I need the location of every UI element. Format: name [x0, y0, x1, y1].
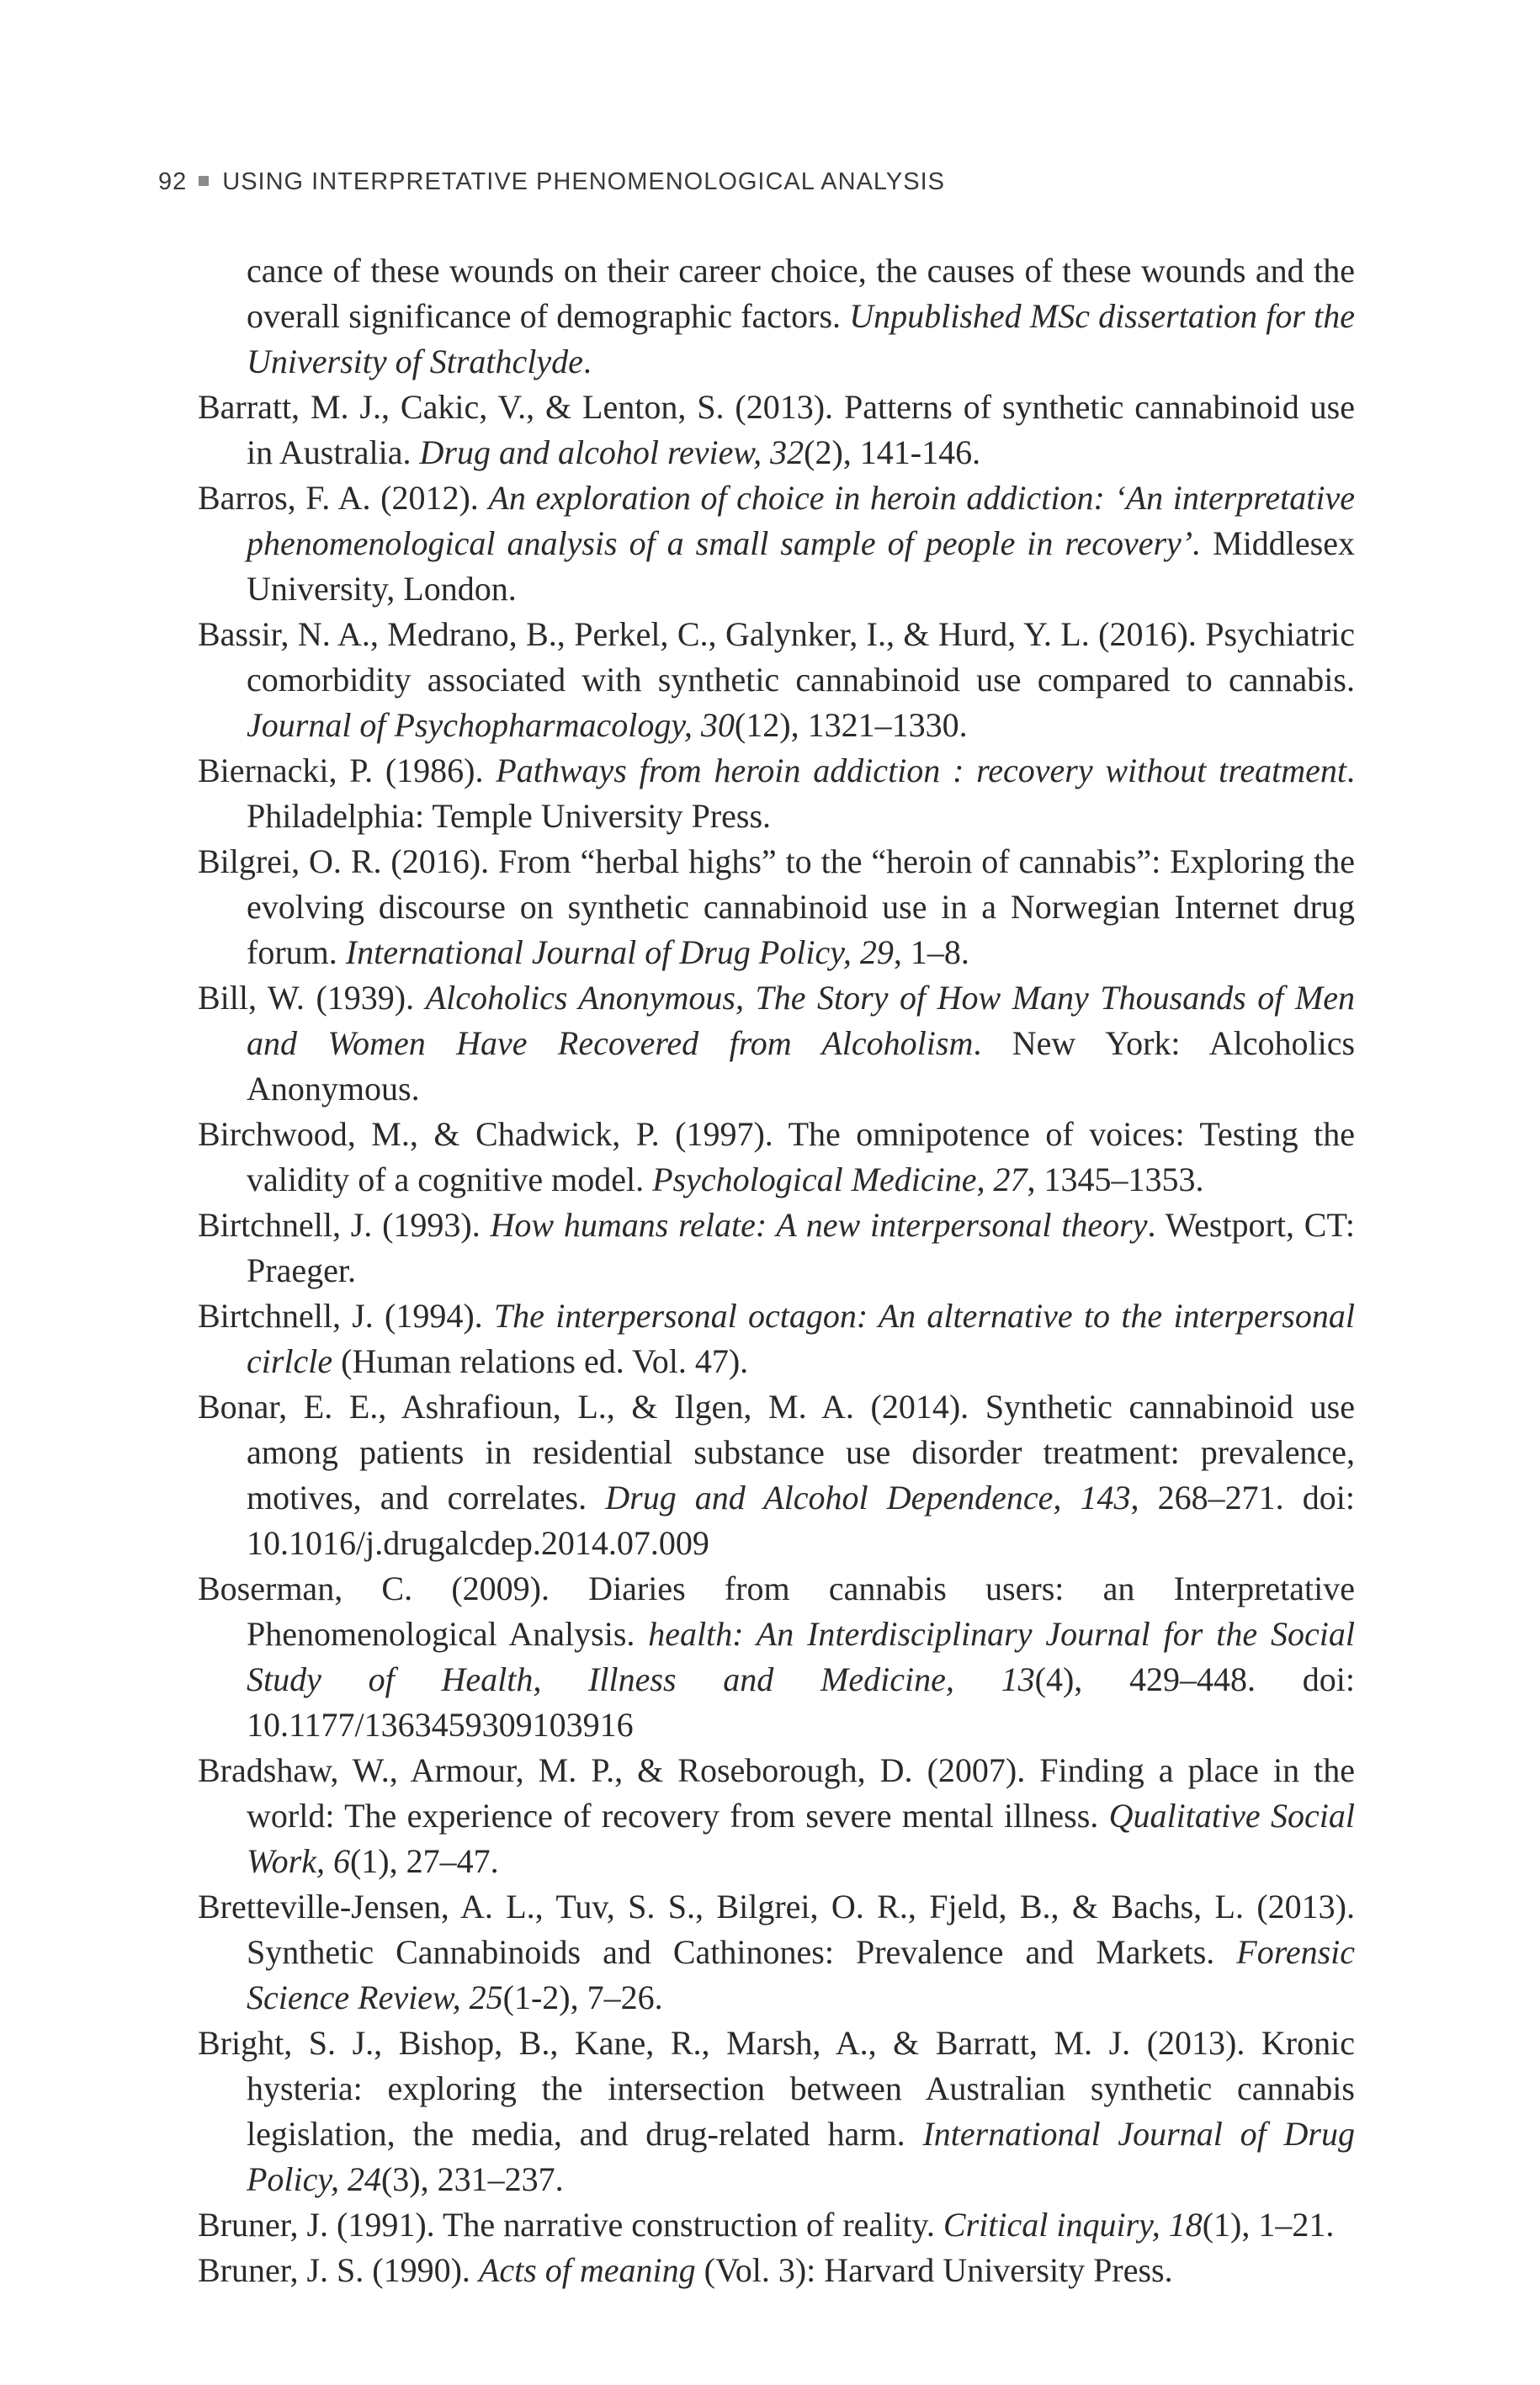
reference-italic-text: Unpublished MSc dissertation for the University of Strathclyde — [247, 297, 1355, 380]
reference-text: . New York: Alcoholics Anonymous. — [247, 1024, 1356, 1108]
reference-italic-text: Pathways from heroin addiction : recovery without treatment — [496, 752, 1346, 789]
reference-text: Bradshaw, W., Armour, M. P., & Roseborough, D. (2007). Finding a place in the world: The experience of recovery from severe mental illness. — [198, 1751, 1355, 1835]
reference-italic-text: An exploration of choice in heroin addiction: ‘An interpretative phenomenological analysis of a small sample of people in recovery’. — [247, 479, 1355, 562]
reference-italic-text: Qualitative Social Work, 6 — [247, 1797, 1355, 1880]
reference-italic-text: Acts of meaning — [478, 2251, 696, 2289]
reference-text: Middlesex University, London. — [247, 524, 1355, 608]
reference-text: (1), 27–47. — [349, 1842, 499, 1880]
reference-italic-text: International Journal of Drug Policy, 24 — [247, 2115, 1356, 2198]
reference-entry — [198, 1384, 1355, 1566]
reference-italic-text: Journal of Psychopharmacology, 30 — [247, 706, 735, 744]
reference-italic-text: Drug and alcohol review, 32 — [419, 433, 805, 471]
reference-entry — [198, 1748, 1355, 1884]
reference-text: . — [582, 343, 592, 380]
reference-entry — [198, 1884, 1355, 2021]
reference-text: (1), 1–21. — [1202, 2206, 1335, 2244]
reference-text: Birtchnell, J. (1993). — [198, 1206, 491, 1244]
reference-text: Bassir, N. A., Medrano, B., Perkel, C., Galynker, I., & Hurd, Y. L. (2016). Psychiatric comorbidity associated with synthetic cannabinoid use compared to cannabis. — [198, 615, 1355, 699]
reference-italic-text: The interpersonal octagon: An alternative to the interpersonal cirlcle — [247, 1297, 1355, 1380]
reference-continuation — [198, 248, 1355, 385]
reference-text: Barratt, M. J., Cakic, V., & Lenton, S. (2013). Patterns of synthetic cannabinoid use in Australia. — [198, 388, 1355, 471]
reference-text: Boserman, C. (2009). Diaries from cannabis users: an Interpretative Phenomenological Analysis. — [198, 1570, 1355, 1653]
reference-entry — [198, 1112, 1355, 1203]
reference-italic-text: Forensic Science Review, 25 — [247, 1933, 1355, 2016]
reference-text: (Vol. 3): Harvard University Press. — [695, 2251, 1173, 2289]
reference-text: (2), 141-146. — [804, 433, 981, 471]
reference-entry — [198, 1203, 1355, 1293]
reference-entry — [198, 1293, 1355, 1384]
reference-entry — [198, 2248, 1355, 2293]
running-head — [158, 168, 945, 196]
reference-text: Biernacki, P. (1986). — [198, 752, 497, 789]
reference-entry — [198, 2021, 1355, 2202]
reference-text: (Human relations ed. Vol. 47). — [332, 1342, 749, 1380]
reference-italic-text: Psychological Medicine, 27 — [652, 1161, 1028, 1198]
reference-text: Birtchnell, J. (1994). — [198, 1297, 494, 1335]
reference-entry — [198, 2202, 1355, 2248]
reference-entry — [198, 975, 1355, 1112]
reference-text: , 268–271. doi: 10.1016/j.drugalcdep.2014.07.009 — [247, 1479, 1355, 1562]
reference-text: cance of these wounds on their career choice, the causes of these wounds and the overall significance of demographic factors. — [247, 252, 1355, 335]
running-title: USING INTERPRETATIVE PHENOMENOLOGICAL ANALYSIS — [222, 168, 945, 195]
reference-text: Bonar, E. E., Ashrafioun, L., & Ilgen, M. A. (2014). Synthetic cannabinoid use among patients in residential substance use disorder treatment: prevalence, motives, and correlates. — [198, 1388, 1355, 1517]
reference-text: (1-2), 7–26. — [502, 1979, 663, 2016]
reference-text: (4), 429–448. doi: 10.1177/1363459309103916 — [247, 1660, 1355, 1744]
reference-text: Bruner, J. (1991). The narrative construction of reality. — [198, 2206, 943, 2244]
reference-entry — [198, 748, 1355, 839]
reference-text: (3), 231–237. — [380, 2160, 564, 2198]
reference-text: . Philadelphia: Temple University Press. — [247, 752, 1355, 835]
page-number: 92 — [158, 168, 188, 195]
reference-italic-text: health: An Interdisciplinary Journal for the Social Study of Health, Illness and Medicine, 13 — [247, 1615, 1355, 1698]
reference-entry — [198, 385, 1355, 475]
reference-italic-text: International Journal of Drug Policy, 29 — [345, 933, 894, 971]
reference-text: (12), 1321–1330. — [734, 706, 968, 744]
reference-italic-text: Drug and Alcohol Dependence, 143 — [605, 1479, 1131, 1517]
reference-list — [198, 248, 1355, 2293]
reference-italic-text: Critical inquiry, 18 — [943, 2206, 1203, 2244]
reference-text: . Westport, CT: Praeger. — [247, 1206, 1356, 1289]
square-bullet-icon — [199, 176, 209, 186]
reference-entry — [198, 475, 1355, 612]
reference-entry — [198, 839, 1355, 975]
reference-entry — [198, 612, 1355, 748]
reference-italic-text: Alcoholics Anonymous, The Story of How Many Thousands of Men and Women Have Recovered from Alcoholism — [247, 979, 1355, 1062]
reference-text: , 1345–1353. — [1027, 1161, 1204, 1198]
reference-text: Bright, S. J., Bishop, B., Kane, R., Marsh, A., & Barratt, M. J. (2013). Kronic hysteria: exploring the intersection between Australian synthetic cannabis legislation, the media, and drug-related harm. — [198, 2024, 1355, 2153]
reference-text: Birchwood, M., & Chadwick, P. (1997). The omnipotence of voices: Testing the validity of a cognitive model. — [198, 1115, 1355, 1198]
reference-entry — [198, 1566, 1355, 1748]
reference-italic-text: How humans relate: A new interpersonal theory — [490, 1206, 1148, 1244]
reference-text: Barros, F. A. (2012). — [198, 479, 489, 517]
reference-text: Bill, W. (1939). — [198, 979, 426, 1017]
reference-text: Bretteville-Jensen, A. L., Tuv, S. S., Bilgrei, O. R., Fjeld, B., & Bachs, L. (2013). Synthetic Cannabinoids and Cathinones: Prevalence and Markets. — [198, 1888, 1355, 1971]
reference-text: , 1–8. — [893, 933, 969, 971]
reference-text: Bilgrei, O. R. (2016). From “herbal highs” to the “heroin of cannabis”: Exploring the evolving discourse on synthetic cannabinoid use in a Norwegian Internet drug forum. — [198, 842, 1355, 971]
reference-text: Bruner, J. S. (1990). — [198, 2251, 479, 2289]
